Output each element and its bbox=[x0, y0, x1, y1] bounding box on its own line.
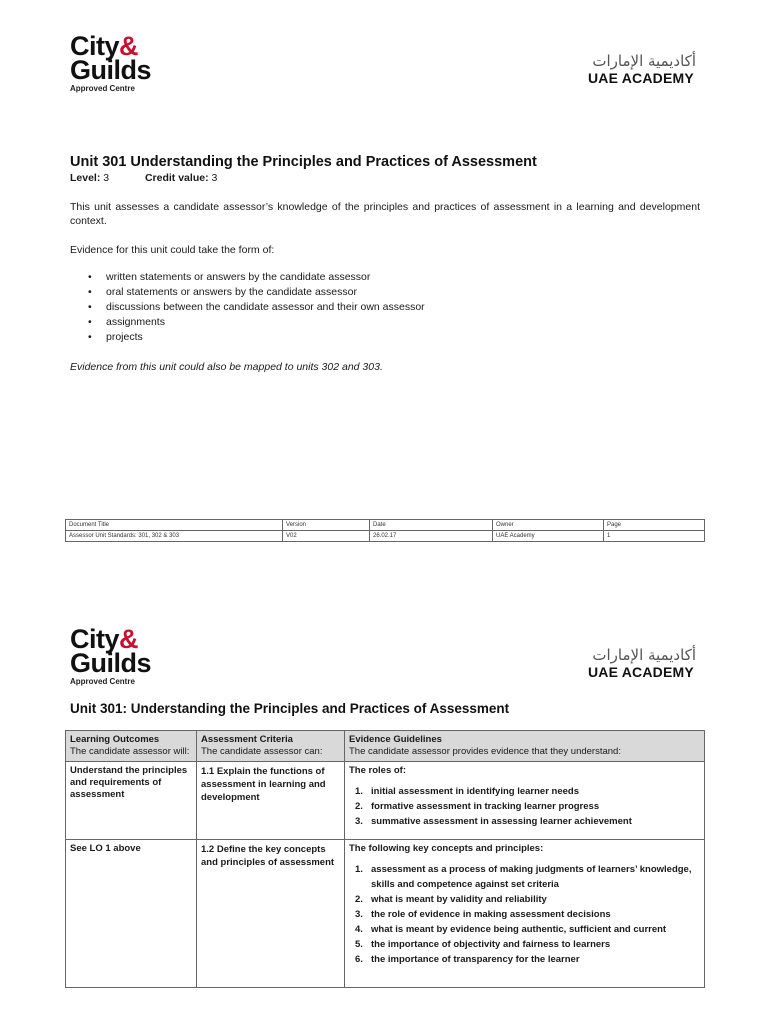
logo-approved-centre: Approved Centre bbox=[70, 84, 135, 93]
uae-logo-arabic: أكاديمية الإمارات bbox=[592, 646, 696, 664]
list-item bbox=[349, 922, 700, 937]
city-guilds-logo bbox=[70, 624, 152, 686]
item-number: 1. bbox=[355, 864, 363, 875]
list-item bbox=[349, 892, 700, 907]
item-number: 1. bbox=[355, 786, 363, 797]
item-text: initial assessment in identifying learner needs bbox=[371, 786, 580, 797]
list-item: • discussions between the candidate assessor and their own assessor bbox=[70, 300, 425, 315]
footer-header-cell: Document Title bbox=[66, 520, 283, 531]
evidence-intro: Evidence for this unit could take the form of: bbox=[70, 244, 275, 256]
evidence-list bbox=[70, 270, 425, 345]
table-row bbox=[66, 762, 705, 840]
column-header-assessment-criteria bbox=[197, 731, 345, 762]
uae-academy-logo bbox=[588, 52, 698, 86]
list-item: • projects bbox=[70, 330, 425, 345]
assessment-criteria-cell: 1.1 Explain the functions of assessment in learning and development bbox=[197, 762, 345, 840]
assessment-table bbox=[65, 730, 705, 988]
column-header-title: Learning Outcomes bbox=[70, 734, 160, 745]
mapping-note: Evidence from this unit could also be mapped to units 302 and 303. bbox=[70, 361, 383, 373]
list-item: • oral statements or answers by the candidate assessor bbox=[70, 285, 425, 300]
list-item: • assignments bbox=[70, 315, 425, 330]
logo-guilds-text: Guilds bbox=[70, 648, 152, 678]
evidence-guidelines-cell bbox=[345, 840, 705, 988]
table-row bbox=[66, 840, 705, 988]
item-number: 2. bbox=[355, 894, 363, 905]
logo-city-text: City bbox=[70, 31, 120, 61]
logo-city-text: City bbox=[70, 624, 120, 654]
assessment-criteria-cell: 1.2 Define the key concepts and principles of assessment bbox=[197, 840, 345, 988]
unit-meta bbox=[70, 172, 217, 184]
footer-value-cell: 1 bbox=[604, 531, 705, 542]
list-item bbox=[349, 907, 700, 922]
evidence-guidelines-cell bbox=[345, 762, 705, 840]
table-row bbox=[66, 520, 705, 531]
guideline-intro: The roles of: bbox=[349, 765, 407, 776]
item-number: 5. bbox=[355, 939, 363, 950]
item-text: the role of evidence in making assessment decisions bbox=[371, 909, 611, 920]
learning-outcome-cell: Understand the principles and requirements of assessment bbox=[66, 762, 197, 840]
list-item bbox=[349, 952, 700, 967]
column-header-subtitle: The candidate assessor can: bbox=[201, 746, 323, 757]
item-number: 6. bbox=[355, 954, 363, 965]
uae-logo-english: UAE ACADEMY bbox=[588, 664, 694, 680]
footer-value-cell: V02 bbox=[283, 531, 370, 542]
unit-intro: This unit assesses a candidate assessor’s knowledge of the principles and practices of assessment in a learning and development context. bbox=[70, 201, 700, 227]
item-number: 3. bbox=[355, 816, 363, 827]
level-value: 3 bbox=[103, 172, 110, 184]
footer-header-cell: Version bbox=[283, 520, 370, 531]
item-text: summative assessment in assessing learner achievement bbox=[371, 816, 632, 827]
logo-guilds-text: Guilds bbox=[70, 55, 152, 85]
document-footer-table bbox=[65, 519, 705, 542]
item-number: 4. bbox=[355, 924, 363, 935]
footer-header-cell: Owner bbox=[493, 520, 604, 531]
list-item bbox=[349, 862, 700, 892]
footer-value-cell: 26.02.17 bbox=[370, 531, 493, 542]
footer-header-cell: Page bbox=[604, 520, 705, 531]
column-header-evidence-guidelines bbox=[345, 731, 705, 762]
item-text: assessment as a process of making judgments of learners’ knowledge, skills and competence against set criteria bbox=[371, 864, 692, 890]
uae-logo-arabic: أكاديمية الإمارات bbox=[592, 52, 696, 70]
item-text: formative assessment in tracking learner progress bbox=[371, 801, 600, 812]
column-header-title: Evidence Guidelines bbox=[349, 734, 442, 745]
guideline-list bbox=[349, 784, 700, 829]
item-text: the importance of objectivity and fairness to learners bbox=[371, 939, 611, 950]
logo-ampersand: & bbox=[119, 624, 139, 654]
list-item bbox=[349, 799, 700, 814]
table-row bbox=[66, 531, 705, 542]
item-number: 3. bbox=[355, 909, 363, 920]
list-item: • written statements or answers by the candidate assessor bbox=[70, 270, 425, 285]
guideline-list bbox=[349, 862, 700, 967]
footer-value-cell: UAE Academy bbox=[493, 531, 604, 542]
column-header-subtitle: The candidate assessor provides evidence that they understand: bbox=[349, 746, 621, 757]
logo-ampersand: & bbox=[119, 31, 139, 61]
item-number: 2. bbox=[355, 801, 363, 812]
column-header-title: Assessment Criteria bbox=[201, 734, 293, 745]
item-text: what is meant by validity and reliability bbox=[371, 894, 547, 905]
level-label: Level: bbox=[70, 172, 101, 184]
city-guilds-logo bbox=[70, 31, 152, 93]
logo-approved-centre: Approved Centre bbox=[70, 677, 135, 686]
uae-academy-logo bbox=[588, 646, 698, 680]
list-item bbox=[349, 937, 700, 952]
column-header-subtitle: The candidate assessor will: bbox=[70, 746, 190, 757]
page-title: Unit 301: Understanding the Principles and Practices of Assessment bbox=[70, 701, 510, 716]
footer-value-cell: Assessor Unit Standards: 301, 302 & 303 bbox=[66, 531, 283, 542]
list-item bbox=[349, 784, 700, 799]
list-item bbox=[349, 814, 700, 829]
guideline-intro: The following key concepts and principles: bbox=[349, 843, 544, 854]
item-text: what is meant by evidence being authentic, sufficient and current bbox=[371, 924, 667, 935]
credit-label: Credit value: bbox=[144, 172, 209, 184]
learning-outcome-cell: See LO 1 above bbox=[66, 840, 197, 988]
column-header-learning-outcomes bbox=[66, 731, 197, 762]
page-title: Unit 301 Understanding the Principles and Practices of Assessment bbox=[70, 154, 537, 170]
credit-value: 3 bbox=[211, 172, 218, 184]
item-text: the importance of transparency for the learner bbox=[371, 954, 580, 965]
uae-logo-english: UAE ACADEMY bbox=[588, 70, 694, 86]
table-header-row bbox=[66, 731, 705, 762]
footer-header-cell: Date bbox=[370, 520, 493, 531]
